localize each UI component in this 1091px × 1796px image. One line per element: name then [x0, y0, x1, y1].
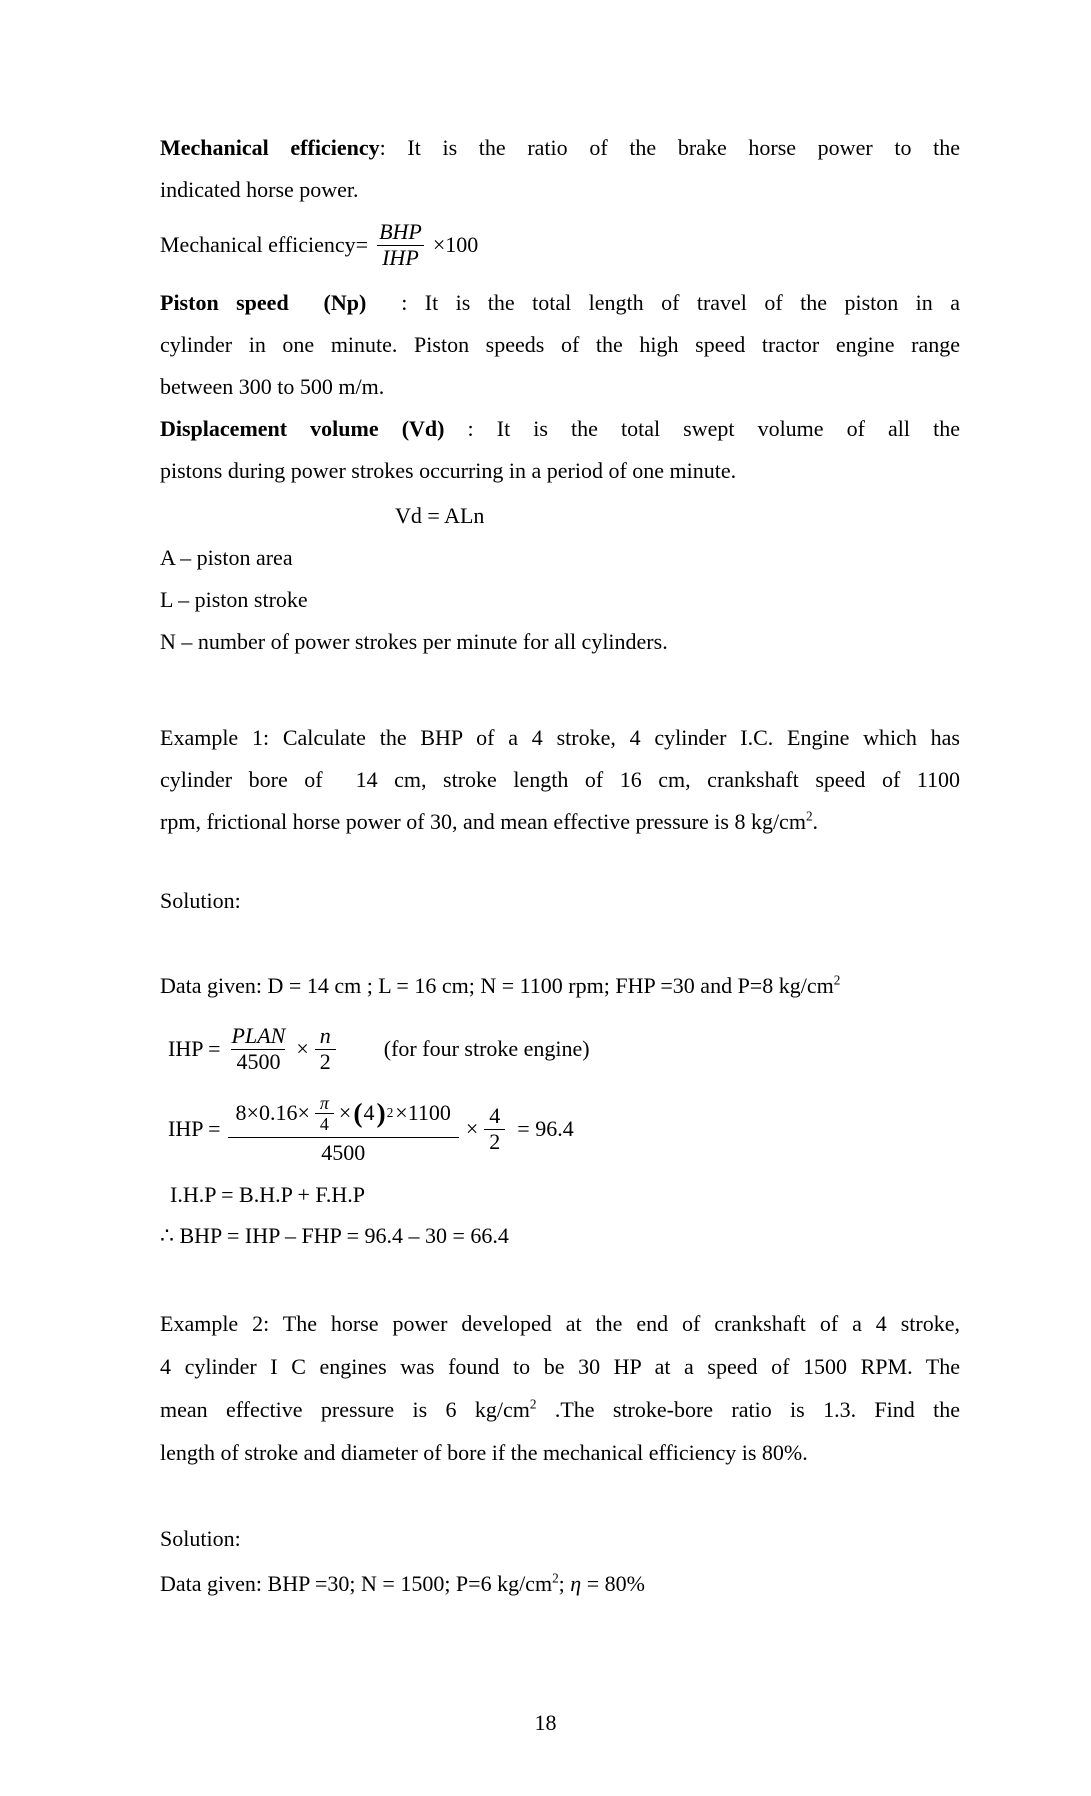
example1-solution-label: Solution: [160, 888, 241, 913]
text-segment: rpm, frictional horse power of 30, and mean effective pressure is 8 kg/cm [160, 809, 806, 834]
example1-data-given [160, 965, 960, 1007]
page-number: 18 [534, 1710, 557, 1735]
text-segment: : It is the total swept volume of all the [444, 416, 960, 441]
formula-ihp [160, 1003, 968, 1095]
formula-mechanical-efficiency [160, 203, 960, 287]
def-mechanical-efficiency [160, 127, 960, 211]
fraction-denominator: IHP [377, 245, 424, 271]
fraction-numerator: n [319, 1022, 331, 1048]
fraction-numerator: PLAN [231, 1022, 286, 1048]
fraction-n-2 [315, 1024, 336, 1074]
superscript: 2 [833, 972, 841, 988]
text-line: pistons during power strokes occurring in a period of one minute. [160, 458, 737, 483]
term-piston-speed: Piston speed (Np) [160, 290, 367, 315]
multiply-sign: × [465, 1116, 479, 1141]
text-line [160, 801, 960, 843]
text-line: 4 cylinder I C engines was found to be 30 HP at a speed of 1500 RPM. The [160, 1354, 960, 1379]
close-paren: ) [376, 1097, 385, 1129]
legend-item-l: L – piston stroke [160, 587, 308, 612]
text-segment: BHP = IHP – FHP = 96.4 – 30 = 66.4 [174, 1223, 509, 1248]
def-displacement-volume [160, 408, 960, 492]
text-line: length of stroke and diameter of bore if the mechanical efficiency is 80%. [160, 1440, 808, 1465]
formula-label: Mechanical efficiency= [160, 232, 369, 257]
text-segment: : It is the ratio of the brake horse power to the [379, 135, 960, 160]
fraction-numerator: 8×0.16× $\frac{\pi}{4}$ × ( 4 ) 2 ×1100 [235, 1092, 451, 1134]
text-line [160, 127, 960, 169]
fraction-numerator: 4 [489, 1102, 501, 1128]
formula-suffix: ×100 [432, 232, 479, 257]
formula-ihp-calculation [160, 1083, 968, 1175]
text-line [160, 282, 960, 324]
text-segment: ×1100 [395, 1100, 451, 1126]
ihp-identity-line: I.H.P = B.H.P + F.H.P [170, 1182, 366, 1207]
text-line: indicated horse power. [160, 177, 359, 202]
multiply-sign: × [338, 1100, 352, 1126]
legend-item-a: A – piston area [160, 545, 293, 570]
fraction-denominator: 4 [315, 1113, 334, 1134]
text-segment: Data given: BHP =30; N = 1500; P=6 kg/cm [160, 1571, 553, 1596]
example1-paragraph [160, 717, 960, 843]
fraction-numerator: BHP [379, 218, 422, 244]
text-line: between 300 to 500 m/m. [160, 374, 385, 399]
fraction-pi-4 [315, 1093, 334, 1134]
superscript: 2 [529, 1396, 537, 1412]
text-segment: mean effective pressure is 6 kg/cm [160, 1397, 530, 1422]
term-mechanical-efficiency: Mechanical efficiency [160, 135, 380, 160]
text-segment: : It is the total length of travel of the piston in a [366, 290, 960, 315]
fraction-4-2 [484, 1104, 505, 1154]
fraction-numerator: π [319, 1092, 329, 1113]
text-segment: Data given: D = 14 cm ; L = 16 cm; N = 1100 rpm; FHP =30 and P=8 kg/cm [160, 973, 834, 998]
paren-value: 4 [363, 1100, 375, 1126]
formula-lhs: IHP = [168, 1116, 221, 1141]
term-displacement-volume: Displacement volume (Vd) [160, 416, 445, 441]
formula-note: (for four stroke engine) [383, 1036, 590, 1061]
legend-item-n: N – number of power strokes per minute for all cylinders. [160, 629, 668, 654]
text-line [160, 1388, 960, 1431]
eta-symbol: η [570, 1571, 582, 1596]
text-segment: = 80% [581, 1571, 645, 1596]
therefore-symbol: ∴ [160, 1223, 174, 1248]
text-line: cylinder bore of 14 cm, stroke length of 16 cm, crankshaft speed of 1100 [160, 767, 960, 792]
text-line: Example 1: Calculate the BHP of a 4 stroke, 4 cylinder I.C. Engine which has [160, 725, 960, 750]
formula-displacement-volume: Vd = ALn [395, 503, 485, 528]
def-piston-speed [160, 282, 960, 408]
text-segment: ; [558, 1571, 571, 1596]
example2-paragraph [160, 1302, 960, 1474]
fraction-bhp-ihp [374, 220, 427, 270]
fraction-denominator: 4500 [231, 1049, 285, 1075]
text-segment: 8×0.16× [235, 1100, 310, 1126]
formula-result: = 96.4 [517, 1116, 574, 1141]
formula-lhs: IHP = [168, 1036, 221, 1061]
fraction-denominator: 4500 [228, 1137, 459, 1165]
text-segment: .The stroke-bore ratio is 1.3. Find the [536, 1397, 960, 1422]
formula-legend [160, 537, 960, 663]
fraction-denominator: 2 [484, 1129, 505, 1155]
bhp-result-line [160, 1215, 960, 1257]
fraction-main [228, 1093, 459, 1166]
fraction-plan-4500 [227, 1024, 291, 1074]
superscript: 2 [805, 808, 813, 824]
text-line [160, 408, 960, 450]
open-paren: ( [353, 1097, 362, 1129]
example2-solution-label: Solution: [160, 1526, 241, 1551]
text-line: cylinder in one minute. Piston speeds of the high speed tractor engine range [160, 332, 960, 357]
example2-data-given [160, 1563, 960, 1605]
text-segment: . [812, 809, 819, 834]
superscript: 2 [552, 1570, 559, 1586]
text-line: Example 2: The horse power developed at the end of crankshaft of a 4 stroke, [160, 1311, 960, 1336]
multiply-sign: × [296, 1036, 309, 1061]
fraction-denominator: 2 [315, 1049, 336, 1075]
